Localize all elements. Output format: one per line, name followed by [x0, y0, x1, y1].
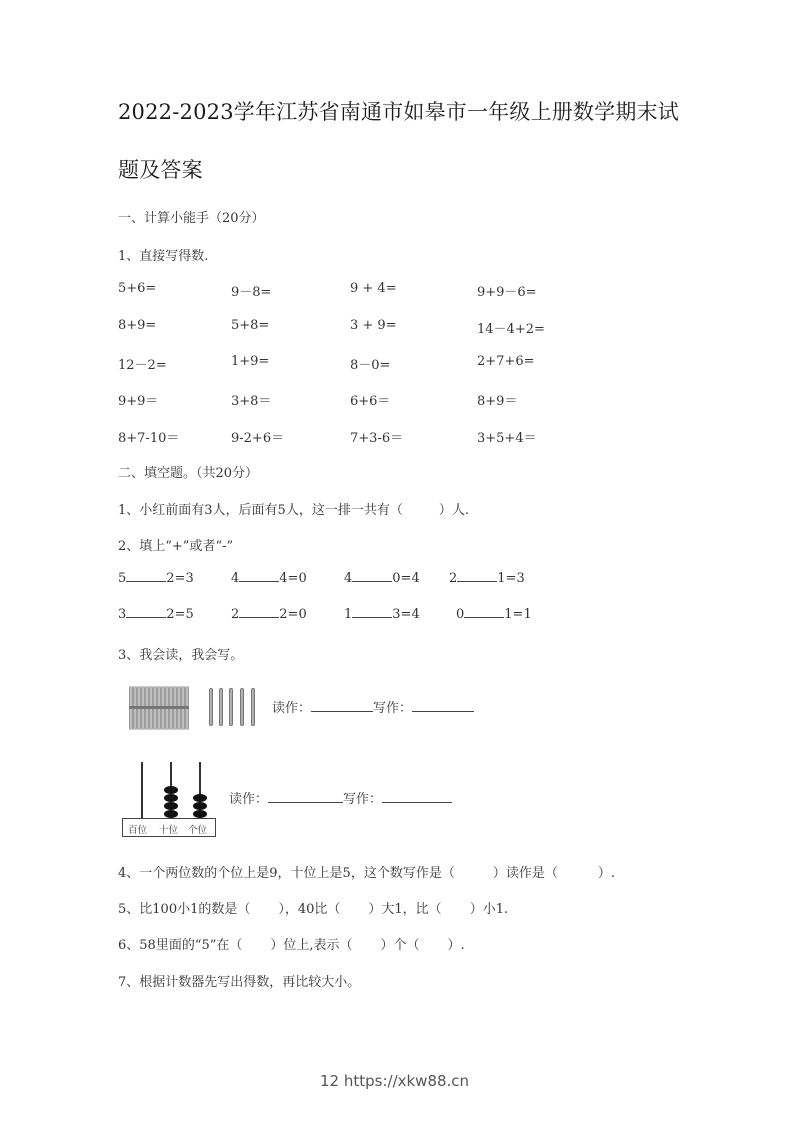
problem: 9-2+6＝ — [231, 431, 285, 446]
problem: 9+9－6= — [477, 285, 537, 300]
single-stick — [240, 688, 244, 726]
place-label-ones: 个位 — [188, 825, 208, 836]
single-stick — [229, 688, 233, 726]
question-4: 4、一个两位数的个位上是9，十位上是5，这个数写作是（ ）读作是（ ）. — [118, 866, 615, 881]
question-2-label: 2、填上“+”或者“-” — [118, 539, 234, 554]
bead — [164, 810, 178, 818]
problem: 9－8= — [231, 285, 272, 300]
problem: 9 + 4= — [350, 281, 397, 296]
problem: 8+7-10＝ — [118, 431, 180, 446]
answer-blank[interactable] — [457, 580, 497, 582]
problem: 5+8= — [231, 318, 270, 333]
sign-fill-item: 4 4=0 — [231, 571, 307, 586]
abacus-rod-hundreds — [141, 762, 143, 818]
sign-fill-item: 3 2=5 — [118, 607, 194, 622]
write-answer-blank[interactable] — [412, 710, 474, 712]
single-stick — [209, 688, 213, 726]
read-write-line-2: 读作： 写作： — [229, 788, 452, 807]
document-title-line2: 题及答案 — [118, 158, 203, 182]
read-answer-blank[interactable] — [268, 801, 343, 803]
problem: 2+7+6= — [477, 354, 535, 369]
bead — [193, 810, 207, 818]
problem: 12－2= — [118, 358, 167, 373]
section1-q1-label: 1、直接写得数. — [118, 249, 209, 264]
sign-fill-item: 2 1=3 — [449, 571, 525, 586]
stick-bundle — [149, 686, 169, 730]
sign-fill-item: 4 0=4 — [344, 571, 420, 586]
problem: 8－0= — [350, 358, 391, 373]
problem: 6+6＝ — [350, 394, 391, 409]
stick-bundle — [129, 686, 149, 730]
bead — [193, 802, 207, 810]
sign-fill-item: 0 1=1 — [456, 607, 532, 622]
write-answer-blank[interactable] — [382, 801, 452, 803]
question-7: 7、根据计数器先写出得数，再比较大小。 — [118, 975, 361, 990]
page-footer: 12 https://xkw88.cn — [320, 1072, 470, 1090]
answer-blank[interactable] — [239, 580, 279, 582]
problem: 3+5+4＝ — [477, 431, 537, 446]
problem: 8+9＝ — [477, 394, 518, 409]
section2-heading: 二、填空题。（共20分） — [118, 466, 259, 481]
question-6: 6、58里面的“5”在（ ）位上,表示（ ）个（ ）. — [118, 938, 465, 953]
answer-blank[interactable] — [239, 616, 279, 618]
bead — [193, 794, 207, 802]
answer-blank[interactable] — [464, 616, 504, 618]
bead — [164, 802, 178, 810]
question-5: 5、比100小1的数是（ ），40比（ ）大1，比（ ）小1. — [118, 902, 509, 917]
question-3-label: 3、我会读，我会写。 — [118, 648, 244, 663]
read-write-line-1: 读作： 写作： — [272, 697, 474, 716]
problem: 9+9＝ — [118, 394, 159, 409]
answer-blank[interactable] — [352, 616, 392, 618]
sign-fill-item: 2 2=0 — [231, 607, 307, 622]
read-answer-blank[interactable] — [311, 710, 373, 712]
problem: 1+9= — [231, 354, 270, 369]
problem: 14－4+2= — [477, 322, 545, 337]
abacus-base — [122, 818, 216, 837]
single-stick — [251, 688, 255, 726]
problem: 5+6= — [118, 281, 157, 296]
problem: 8+9= — [118, 318, 157, 333]
answer-blank[interactable] — [126, 580, 166, 582]
place-label-hundreds: 百位 — [128, 825, 148, 836]
bead — [164, 786, 178, 794]
place-label-tens: 十位 — [159, 825, 179, 836]
question-1: 1、小红前面有3人，后面有5人，这一排一共有（ ）人. — [118, 503, 469, 518]
problem: 3+8＝ — [231, 394, 272, 409]
single-stick — [219, 688, 223, 726]
answer-blank[interactable] — [352, 580, 392, 582]
section1-heading: 一、计算小能手（20分） — [118, 211, 265, 226]
sign-fill-item: 1 3=4 — [344, 607, 420, 622]
problem: 3 + 9= — [350, 318, 397, 333]
problem: 7+3-6＝ — [350, 431, 404, 446]
stick-bundle — [169, 686, 189, 730]
document-title-line1: 2022-2023学年江苏省南通市如皋市一年级上册数学期末试 — [118, 100, 679, 124]
answer-blank[interactable] — [126, 616, 166, 618]
sign-fill-item: 5 2=3 — [118, 571, 194, 586]
bead — [164, 794, 178, 802]
